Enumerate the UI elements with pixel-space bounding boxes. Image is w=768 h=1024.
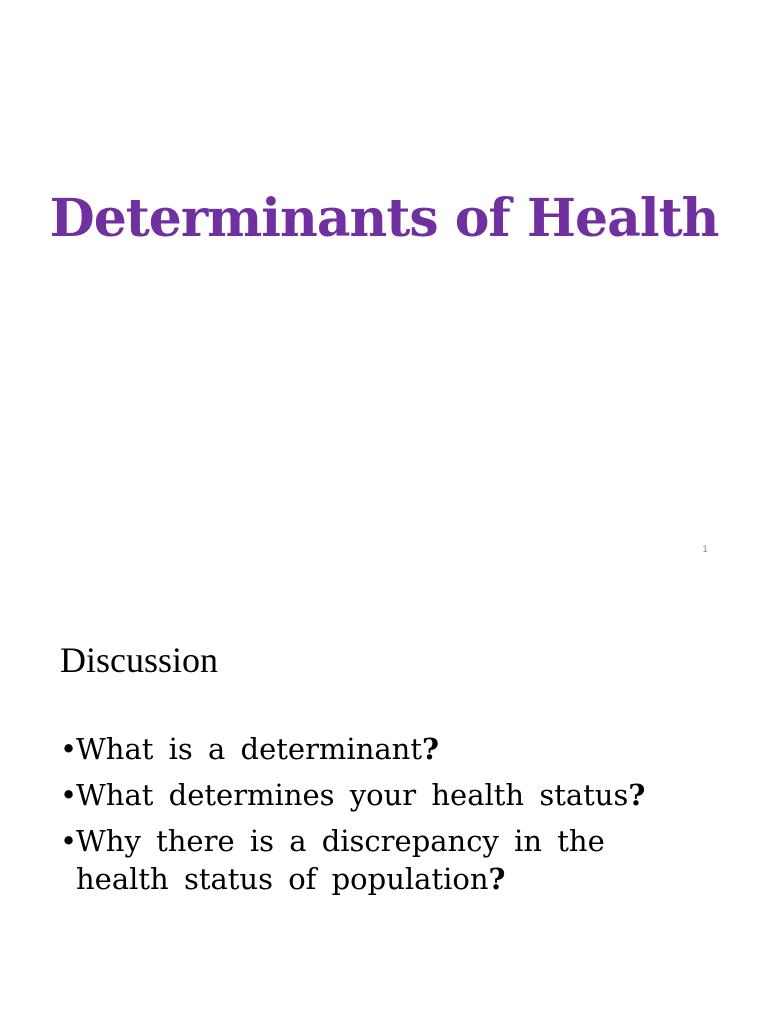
bullet-text: Why there is a discrepancy in the health status of population [76,824,605,896]
bullet-icon: • [60,732,78,766]
list-item [60,822,660,898]
slide-2 [0,576,768,1024]
bullet-text: What is a determinant [76,732,423,766]
bullet-icon: • [60,778,78,812]
bullet-text: What determines your health status [76,778,629,812]
discussion-heading: Discussion [60,640,219,680]
slide-title: Determinants of Health [49,188,719,249]
page-number: 1 [702,545,708,555]
bullet-list [60,730,660,906]
bullet-question-mark: ? [422,732,440,766]
list-item [60,730,660,768]
bullet-icon: • [60,824,78,858]
list-item [60,776,660,814]
bullet-question-mark: ? [628,778,646,812]
bullet-question-mark: ? [488,862,506,896]
